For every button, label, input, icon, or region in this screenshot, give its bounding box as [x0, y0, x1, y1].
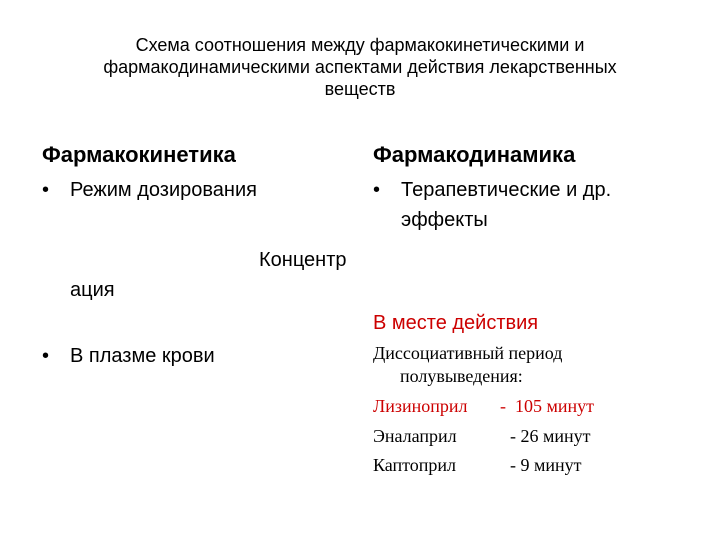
slide-title — [40, 34, 680, 100]
bullet-icon: • — [373, 179, 381, 201]
dissociation-line-2: полувыведения: — [400, 366, 523, 386]
therapeutic-effects-line-1: Терапевтические и др. — [401, 179, 612, 201]
bullet-icon: • — [42, 179, 50, 201]
drug-name: Лизиноприл — [373, 396, 468, 416]
title-line-1: Схема соотношения между фармакокинетическими и — [135, 35, 585, 55]
pharmacokinetics-heading: Фармакокинетика — [42, 142, 236, 167]
dosing-regimen-label: Режим дозирования — [70, 179, 257, 201]
title-line-2: фармакодинамическими аспектами действия лекарственных — [103, 57, 617, 77]
drug-half-life-value: - 105 минут — [500, 396, 595, 416]
drug-name: Эналаприл — [373, 426, 457, 446]
pharmacodynamics-heading: Фармакодинамика — [373, 142, 576, 167]
dosing-regimen-item — [42, 175, 257, 205]
drug-name: Каптоприл — [373, 455, 457, 475]
blood-plasma-item — [42, 341, 215, 371]
blood-plasma-label: В плазме крови — [70, 345, 215, 367]
concentration-label-part-2: ация — [70, 279, 115, 301]
drug-half-life-value: - 9 минут — [510, 455, 582, 475]
site-of-action-label: В месте действия — [373, 312, 539, 334]
drug-half-life-value: - 26 минут — [510, 426, 591, 446]
therapeutic-effects-line-2: эффекты — [401, 209, 488, 231]
therapeutic-effects-item — [373, 175, 611, 235]
bullet-icon: • — [42, 345, 50, 367]
concentration-label-part-1: Концентр — [259, 249, 347, 271]
dissociation-line-1: Диссоциативный период — [373, 343, 563, 363]
title-line-3: веществ — [324, 79, 396, 99]
